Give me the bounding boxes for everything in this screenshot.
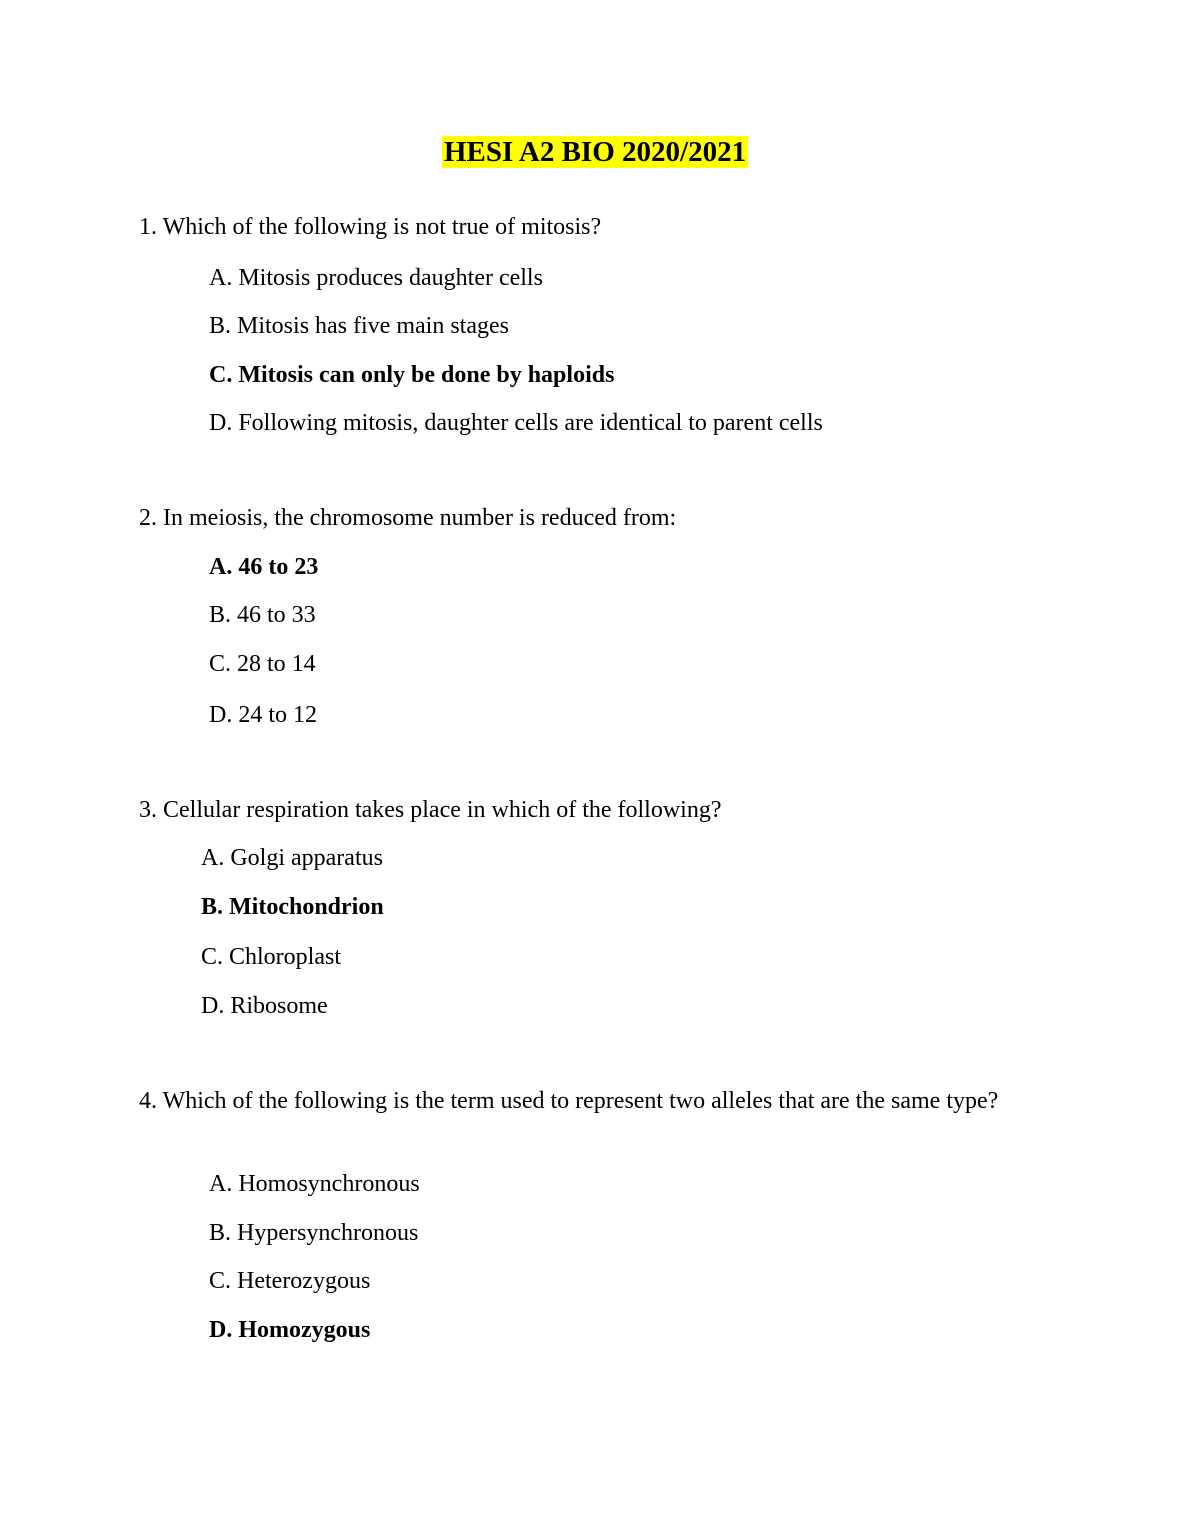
question-3-option-b-answer: B. Mitochondrion — [201, 894, 384, 920]
question-1-option-c-answer: C. Mitosis can only be done by haploids — [209, 362, 615, 388]
question-4-option-c: C. Heterozygous — [209, 1268, 371, 1294]
question-3-option-d: D. Ribosome — [201, 993, 328, 1019]
question-4-option-b: B. Hypersynchronous — [209, 1220, 419, 1246]
question-4-option-d-answer: D. Homozygous — [209, 1317, 371, 1343]
question-3-option-a: A. Golgi apparatus — [201, 845, 383, 871]
question-2-option-b: B. 46 to 33 — [209, 602, 316, 628]
question-2-text: 2. In meiosis, the chromosome number is reduced from: — [139, 505, 677, 531]
question-1-option-d: D. Following mitosis, daughter cells are identical to parent cells — [209, 410, 823, 436]
question-2-option-d: D. 24 to 12 — [209, 702, 317, 728]
page-title-text: HESI A2 BIO 2020/2021 — [443, 136, 747, 168]
question-1-text: 1. Which of the following is not true of mitosis? — [139, 214, 602, 240]
question-3-text: 3. Cellular respiration takes place in which of the following? — [139, 797, 722, 823]
question-2-option-a-answer: A. 46 to 23 — [209, 554, 319, 580]
question-2-option-c: C. 28 to 14 — [209, 651, 316, 677]
question-3-option-c: C. Chloroplast — [201, 944, 342, 970]
question-4-text: 4. Which of the following is the term used to represent two alleles that are the same type? — [139, 1088, 999, 1114]
question-1-option-b: B. Mitosis has five main stages — [209, 313, 509, 339]
question-4-option-a: A. Homosynchronous — [209, 1171, 420, 1197]
question-1-option-a: A. Mitosis produces daughter cells — [209, 265, 543, 291]
page-title — [0, 132, 1190, 172]
